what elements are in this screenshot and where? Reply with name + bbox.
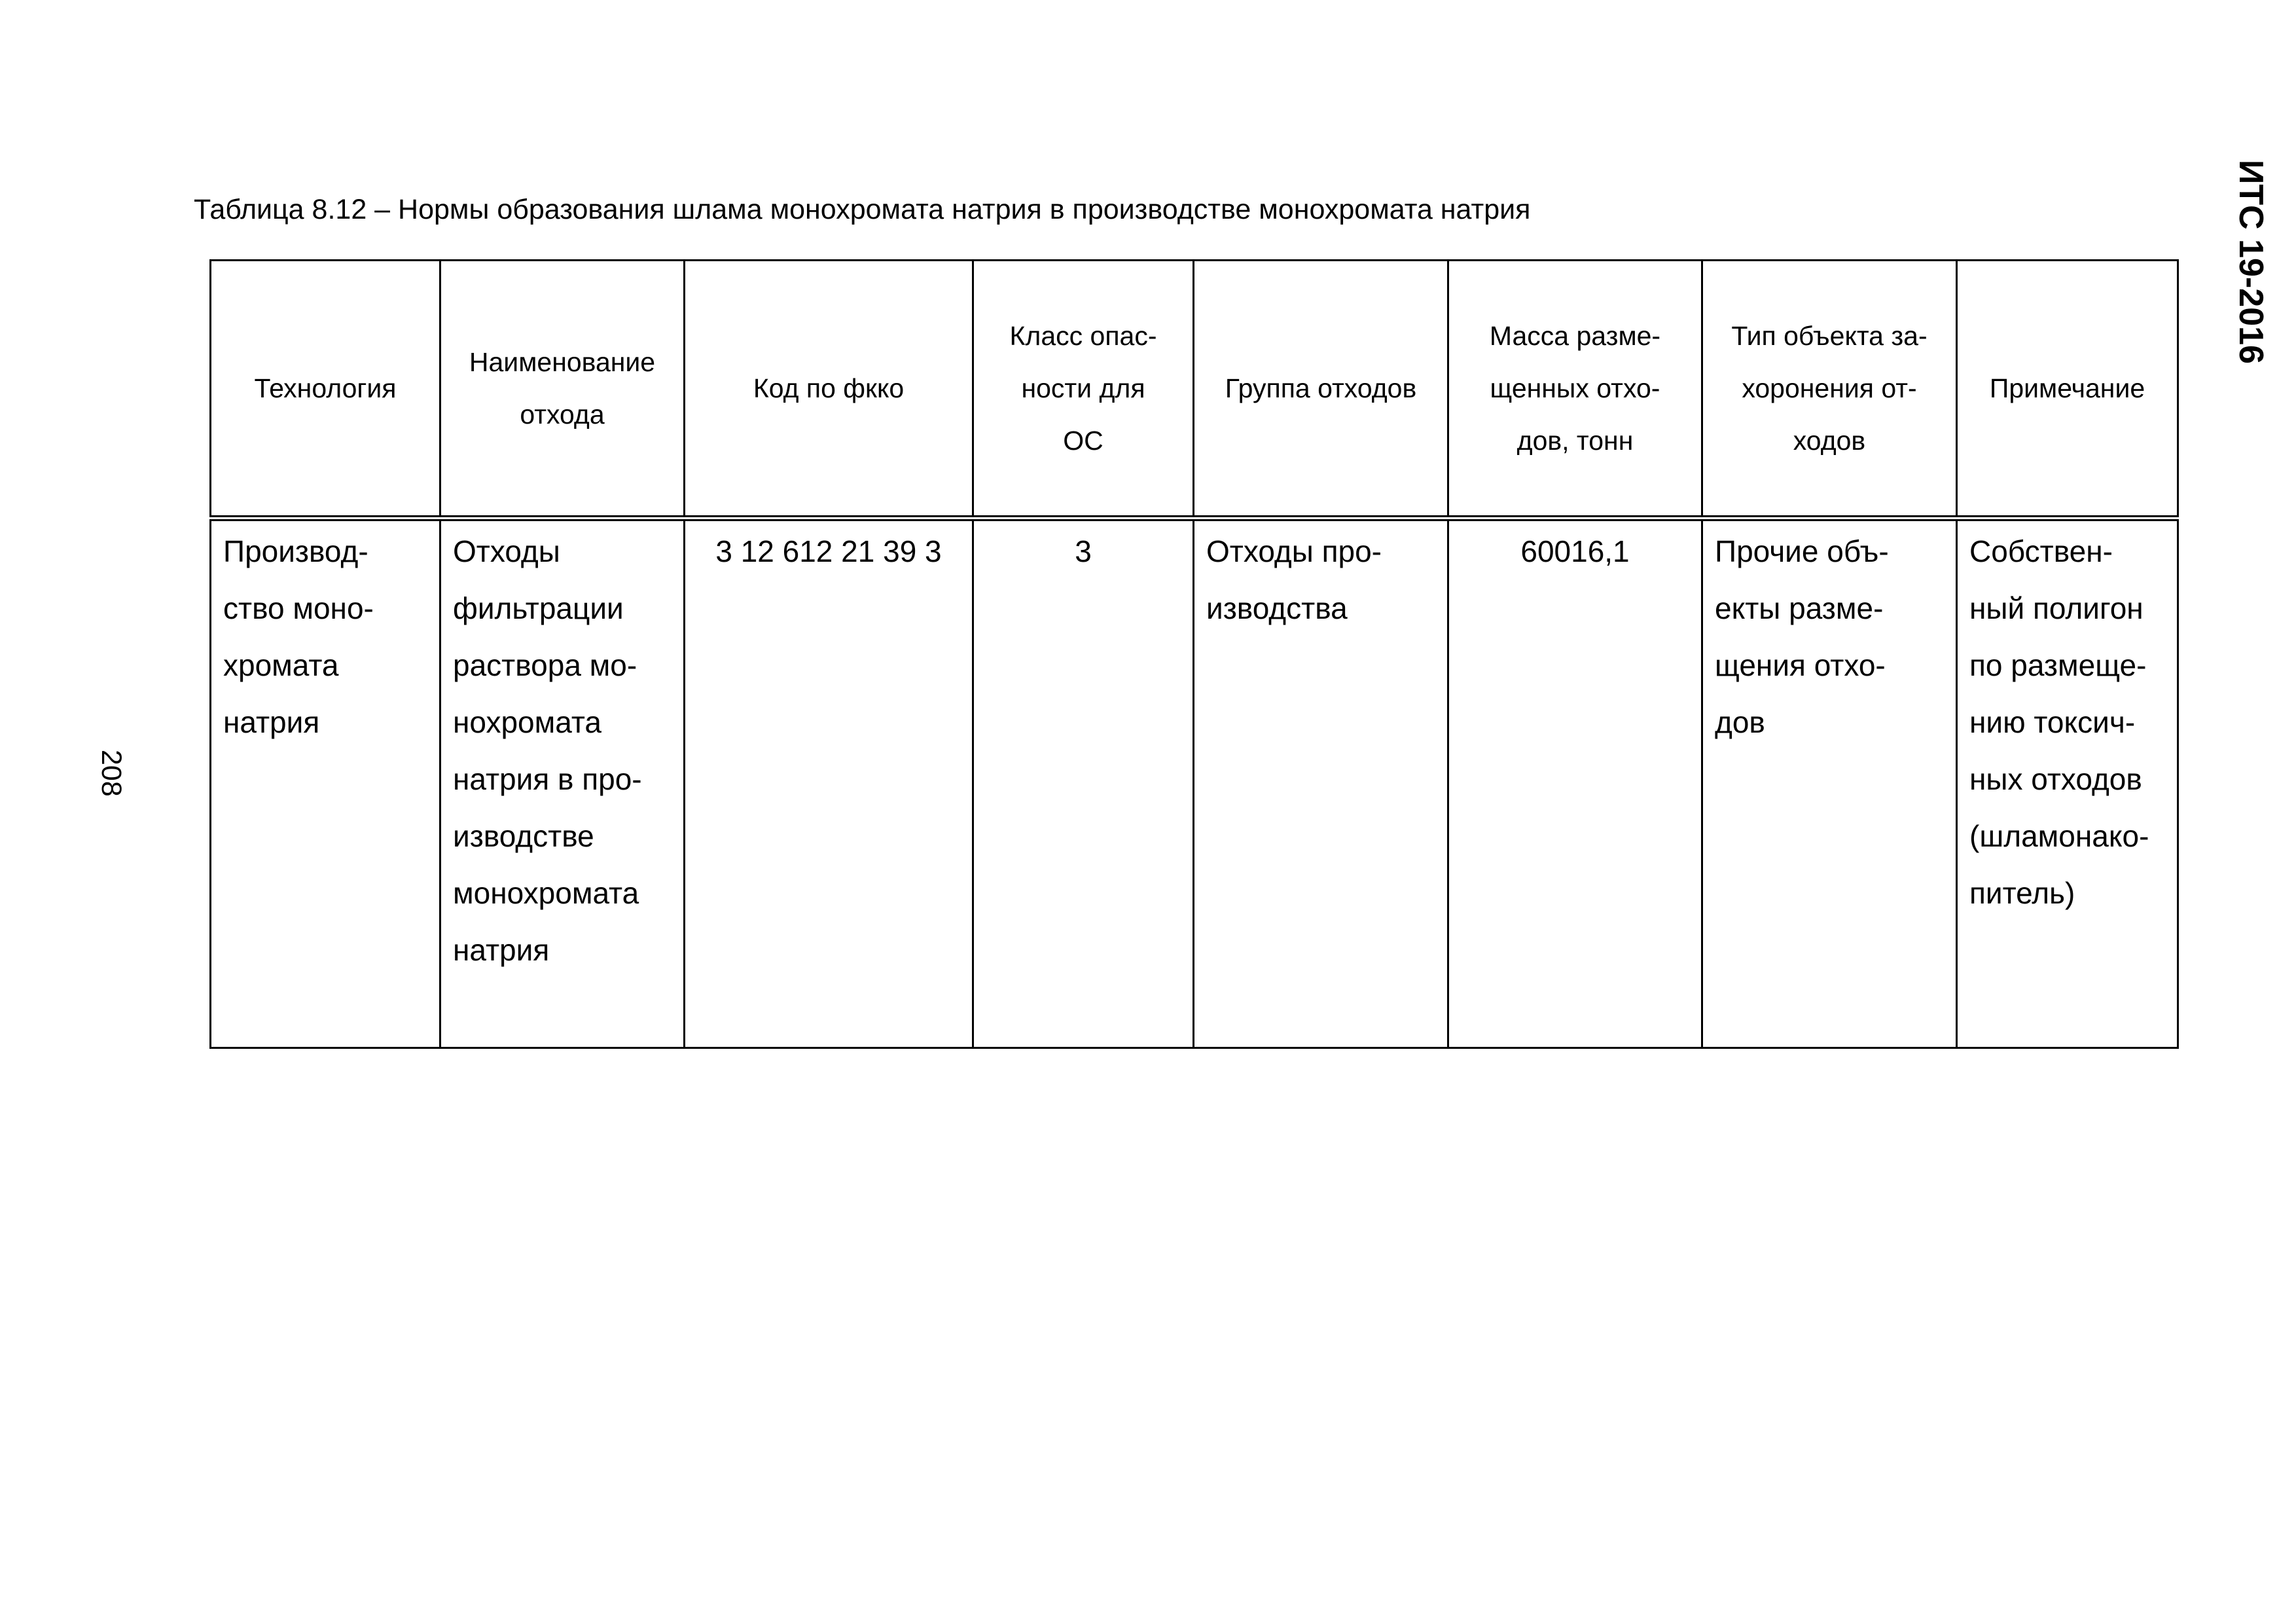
cell-line: Отходы про-	[1206, 534, 1382, 568]
header-line: ОС	[1063, 426, 1103, 456]
cell-line: фильтрации	[453, 591, 624, 625]
header-fkko-code	[685, 261, 973, 519]
header-technology	[211, 261, 440, 519]
cell-line: щения отхо-	[1715, 648, 1886, 682]
header-note	[1957, 261, 2178, 519]
header-line: Тип объекта за-	[1731, 321, 1928, 351]
cell-technology	[211, 519, 440, 1048]
cell-line: Отходы	[453, 534, 560, 568]
cell-hazard-class	[973, 519, 1194, 1048]
header-line: отхода	[520, 399, 605, 429]
table-header-row	[211, 261, 2178, 519]
header-line: Наименование	[469, 347, 656, 377]
cell-line: нию токсич-	[1969, 705, 2136, 739]
cell-disposal-type	[1702, 519, 1957, 1048]
cell-line: екты разме-	[1715, 591, 1884, 625]
header-line: хоронения от-	[1742, 373, 1917, 403]
cell-line: Производ-	[223, 534, 368, 568]
cell-line: дов	[1715, 705, 1765, 739]
header-disposal-type	[1702, 261, 1957, 519]
cell-fkko-code	[685, 519, 973, 1048]
header-line: ходов	[1793, 426, 1866, 456]
cell-line: натрия в про-	[453, 762, 642, 796]
cell-waste-mass	[1448, 519, 1702, 1048]
header-line: Примечание	[1989, 373, 2145, 403]
header-line: Код по фкко	[753, 373, 905, 403]
cell-line: изводстве	[453, 819, 594, 853]
waste-norms-table	[209, 259, 2179, 1049]
header-line: Масса разме-	[1489, 321, 1661, 351]
page-number: 208	[96, 750, 127, 797]
cell-waste-name	[440, 519, 685, 1048]
header-line: Технология	[254, 373, 397, 403]
cell-line: питель)	[1969, 876, 2075, 910]
cell-line: монохромата	[453, 876, 639, 910]
cell-line: (шламонако-	[1969, 819, 2149, 853]
cell-line: ных отходов	[1969, 762, 2142, 796]
header-waste-group	[1194, 261, 1448, 519]
header-line: Класс опас-	[1009, 321, 1157, 351]
cell-line: 3 12 612 21 39 3	[715, 534, 942, 568]
header-waste-name	[440, 261, 685, 519]
cell-line: хромата	[223, 648, 339, 682]
cell-line: 3	[1075, 534, 1092, 568]
header-line: Группа отходов	[1225, 373, 1417, 403]
cell-note	[1957, 519, 2178, 1048]
table-caption: Таблица 8.12 – Нормы образования шлама монохромата натрия в производстве монохромата натрия	[194, 194, 1531, 225]
header-line: ности для	[1021, 373, 1145, 403]
header-line: дов, тонн	[1516, 426, 1634, 456]
document-code: ИТС 19-2016	[2232, 160, 2270, 364]
cell-line: 60016,1	[1520, 534, 1630, 568]
cell-line: Прочие объ-	[1715, 534, 1889, 568]
cell-line: раствора мо-	[453, 648, 637, 682]
header-waste-mass	[1448, 261, 1702, 519]
cell-waste-group	[1194, 519, 1448, 1048]
cell-line: ство моно-	[223, 591, 374, 625]
header-hazard-class	[973, 261, 1194, 519]
cell-line: изводства	[1206, 591, 1348, 625]
header-line: щенных отхо-	[1490, 373, 1660, 403]
cell-line: Собствен-	[1969, 534, 2113, 568]
table-row	[211, 519, 2178, 1048]
cell-line: натрия	[223, 705, 320, 739]
cell-line: по размеще-	[1969, 648, 2147, 682]
cell-line: ный полигон	[1969, 591, 2144, 625]
cell-line: нохромата	[453, 705, 601, 739]
cell-line: натрия	[453, 933, 550, 967]
